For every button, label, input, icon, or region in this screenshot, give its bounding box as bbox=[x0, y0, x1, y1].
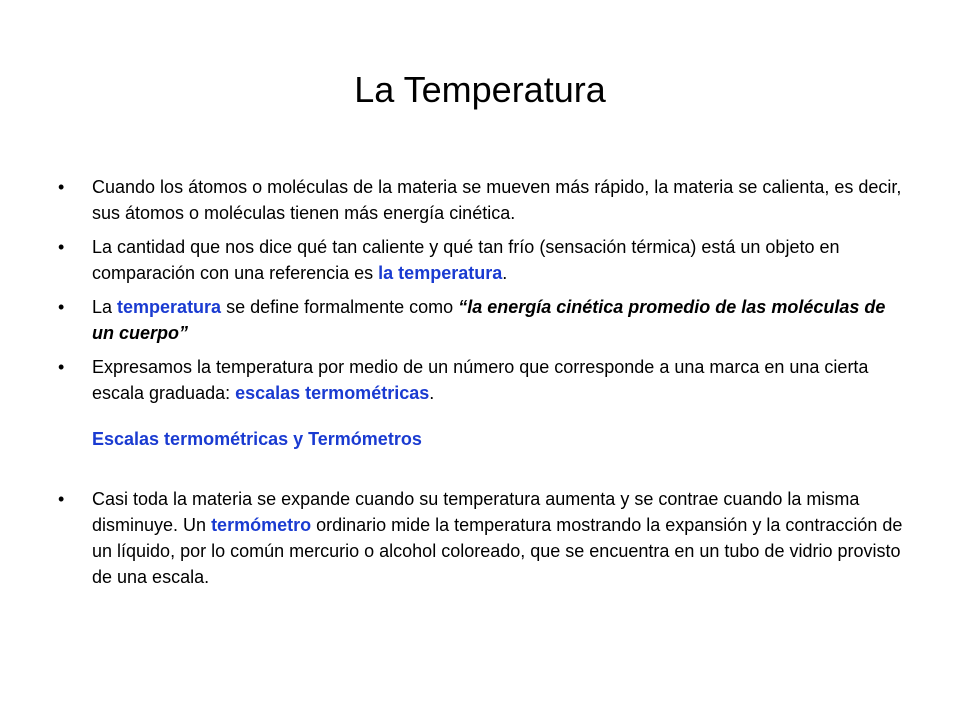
bullet-text-middle: se define formalmente como bbox=[221, 297, 459, 317]
bullet-text: La cantidad que nos dice qué tan caliente y qué tan frío (sensación térmica) está un objeto en comparación con una referencia es bbox=[92, 237, 840, 283]
bullet-icon: • bbox=[58, 357, 65, 377]
highlight-term: termómetro bbox=[211, 515, 312, 535]
bullet-text: Expresamos la temperatura por medio de un número que corresponde a una marca en una cierta escala graduada: bbox=[92, 357, 869, 403]
bullet-text-end: . bbox=[429, 383, 435, 403]
highlight-term: temperatura bbox=[117, 297, 222, 317]
bullet-icon: • bbox=[58, 237, 65, 257]
bullet-text: Cuando los átomos o moléculas de la materia se mueven más rápido, la materia se calienta, es decir, sus átomos o moléculas tienen más energía cinética. bbox=[92, 177, 902, 223]
bullet-list bbox=[58, 174, 908, 600]
highlight-term: la temperatura bbox=[378, 263, 503, 283]
bullet-icon: • bbox=[58, 177, 65, 197]
bullet-text-end: . bbox=[502, 263, 508, 283]
bullet-item-definicion bbox=[58, 294, 908, 346]
bullet-item-escalas bbox=[58, 354, 908, 406]
slide-title: La Temperatura bbox=[354, 69, 606, 110]
definition-quote: “la energía cinética promedio de las moléculas de un cuerpo” bbox=[92, 297, 886, 343]
bullet-text-end: ordinario mide la temperatura mostrando la expansión y la contracción de un líquido, por lo común mercurio o alcohol coloreado, que se encuentra en un tubo de vidrio provisto de una escala. bbox=[92, 515, 903, 587]
bullet-icon: • bbox=[58, 489, 65, 509]
bullet-item-cantidad bbox=[58, 234, 908, 286]
highlight-term: escalas termométricas bbox=[235, 383, 430, 403]
bullet-item-termometro bbox=[58, 486, 908, 590]
bullet-text: Casi toda la materia se expande cuando su temperatura aumenta y se contrae cuando la misma disminuye. Un bbox=[92, 489, 860, 535]
bullet-item-atoms bbox=[58, 174, 908, 226]
bullet-icon: • bbox=[58, 297, 65, 317]
bullet-text: La bbox=[92, 297, 118, 317]
section-subheading: Escalas termométricas y Termómetros bbox=[92, 429, 422, 449]
